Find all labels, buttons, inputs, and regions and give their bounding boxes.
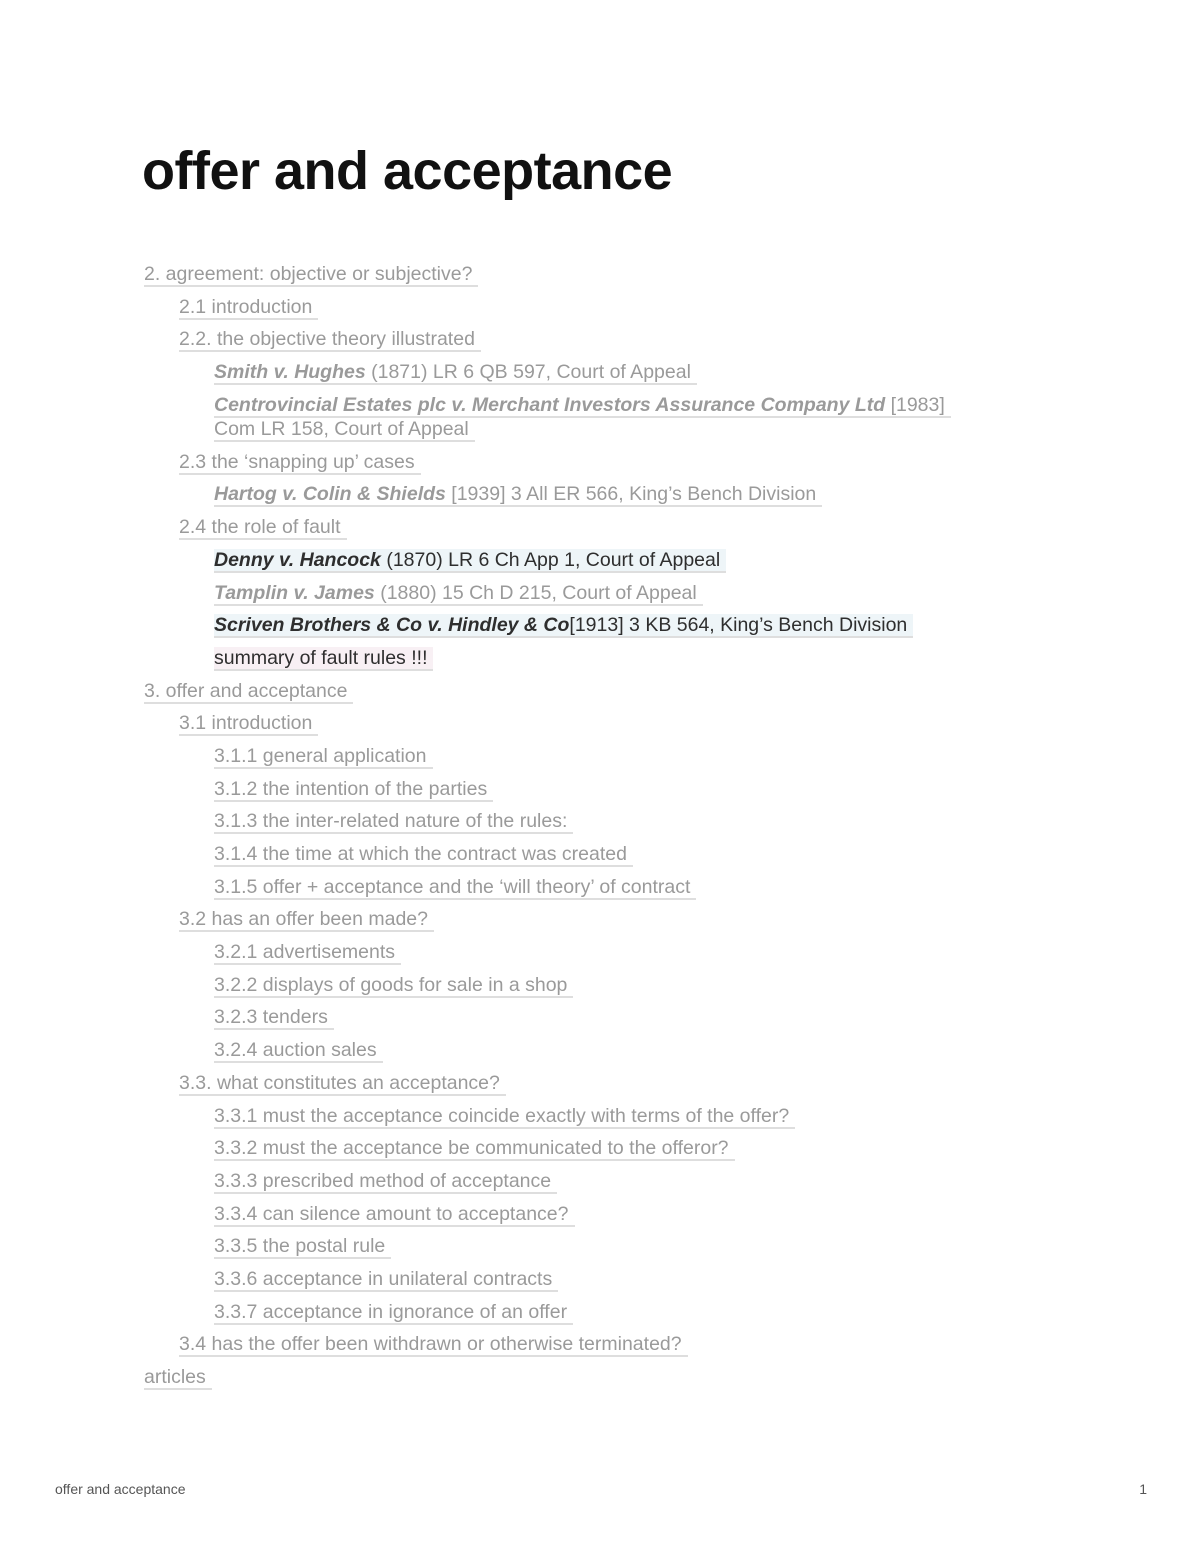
toc-entry: [144, 1136, 1044, 1169]
toc-link-centrovincial-estates[interactable]: [214, 393, 1030, 441]
case-citation-line-2: Com LR 158, Court of Appeal: [214, 418, 475, 442]
toc-link-section-3-3-5[interactable]: 3.3.5 the postal rule: [214, 1235, 391, 1259]
toc-entry: [144, 548, 1044, 581]
toc-link-section-3-1-1[interactable]: 3.1.1 general application: [214, 745, 433, 769]
toc-entry: [144, 327, 1044, 360]
toc-entry: [144, 1169, 1044, 1202]
toc-link-summary-fault-rules[interactable]: summary of fault rules !!!: [214, 647, 433, 671]
toc-link-section-3-3-3[interactable]: 3.3.3 prescribed method of acceptance: [214, 1170, 557, 1194]
toc-link-section-3-4[interactable]: 3.4 has the offer been withdrawn or otherwise terminated?: [179, 1333, 688, 1357]
toc-entry: [144, 581, 1044, 614]
toc-entry: [144, 360, 1044, 393]
toc-link-section-3-3-1[interactable]: 3.3.1 must the acceptance coincide exactly with terms of the offer?: [214, 1105, 795, 1129]
case-citation: (1870) LR 6 Ch App 1, Court of Appeal: [380, 548, 721, 571]
toc-link-section-3-3-2[interactable]: 3.3.2 must the acceptance be communicated to the offeror?: [214, 1137, 735, 1161]
case-name: Centrovincial Estates plc v. Merchant Investors Assurance Company Ltd: [214, 393, 886, 416]
toc-link-smith-v-hughes[interactable]: [214, 361, 697, 385]
toc-entry: [144, 777, 1044, 810]
footer-title: offer and acceptance: [55, 1481, 186, 1497]
toc-entry: [144, 1071, 1044, 1104]
toc-entry: [144, 679, 1044, 712]
case-name: Smith v. Hughes: [214, 361, 366, 384]
toc-entry: [144, 842, 1044, 875]
case-name: Hartog v. Colin & Shields: [214, 483, 446, 506]
toc-link-section-3-3-4[interactable]: 3.3.4 can silence amount to acceptance?: [214, 1203, 575, 1227]
case-name: Tamplin v. James: [214, 581, 375, 604]
toc-link-section-3-3-6[interactable]: 3.3.6 acceptance in unilateral contracts: [214, 1268, 558, 1292]
toc-link-section-3[interactable]: 3. offer and acceptance: [144, 680, 353, 704]
toc-link-section-3-2-1[interactable]: 3.2.1 advertisements: [214, 941, 401, 965]
toc-entry: [144, 1300, 1044, 1333]
case-citation: [1913] 3 KB 564, King’s Bench Division: [569, 614, 908, 637]
page-title: offer and acceptance: [142, 141, 673, 201]
toc-link-section-3-1-4[interactable]: 3.1.4 the time at which the contract was created: [214, 843, 633, 867]
toc-entry: [144, 809, 1044, 842]
case-name: Denny v. Hancock: [214, 548, 381, 571]
toc-link-section-3-2-4[interactable]: 3.2.4 auction sales: [214, 1039, 383, 1063]
toc-entry: [144, 1005, 1044, 1038]
toc-entry: [144, 482, 1044, 515]
toc-link-section-2-1[interactable]: 2.1 introduction: [179, 296, 318, 320]
toc-entry: [144, 711, 1044, 744]
toc-entry: [144, 1104, 1044, 1137]
toc-link-articles[interactable]: articles: [144, 1366, 212, 1390]
toc-link-denny-v-hancock[interactable]: [214, 549, 726, 573]
toc-entry: [144, 450, 1044, 483]
toc-entry: [144, 1267, 1044, 1300]
toc-entry: [144, 515, 1044, 548]
toc-link-section-2-2[interactable]: 2.2. the objective theory illustrated: [179, 328, 481, 352]
case-citation: (1880) 15 Ch D 215, Court of Appeal: [374, 581, 697, 604]
toc-entry: [144, 393, 1044, 450]
toc-link-section-3-1-3[interactable]: 3.1.3 the inter-related nature of the rules:: [214, 810, 573, 834]
toc-entry: [144, 1365, 1044, 1398]
toc-link-section-3-3[interactable]: 3.3. what constitutes an acceptance?: [179, 1072, 506, 1096]
toc-entry: [144, 1202, 1044, 1235]
toc-entry: [144, 1038, 1044, 1071]
table-of-contents: [144, 262, 1044, 1398]
toc-entry: [144, 646, 1044, 679]
toc-entry: [144, 973, 1044, 1006]
toc-link-section-2-4[interactable]: 2.4 the role of fault: [179, 516, 347, 540]
toc-entry: [144, 295, 1044, 328]
toc-entry: [144, 1332, 1044, 1365]
toc-link-section-3-2-2[interactable]: 3.2.2 displays of goods for sale in a shop: [214, 974, 573, 998]
toc-link-section-3-1-5[interactable]: 3.1.5 offer + acceptance and the ‘will theory’ of contract: [214, 876, 696, 900]
case-name: Scriven Brothers & Co v. Hindley & Co: [214, 614, 570, 637]
toc-entry: [144, 907, 1044, 940]
toc-entry: [144, 875, 1044, 908]
toc-entry: [144, 262, 1044, 295]
toc-link-hartog-v-colin[interactable]: [214, 483, 822, 507]
toc-link-scriven-brothers[interactable]: [214, 614, 913, 638]
toc-entry: [144, 940, 1044, 973]
toc-link-section-3-2[interactable]: 3.2 has an offer been made?: [179, 908, 434, 932]
toc-link-tamplin-v-james[interactable]: [214, 582, 703, 606]
case-citation: [1939] 3 All ER 566, King’s Bench Division: [445, 483, 817, 506]
toc-link-section-2-3[interactable]: 2.3 the ‘snapping up’ cases: [179, 451, 421, 475]
toc-link-section-3-3-7[interactable]: 3.3.7 acceptance in ignorance of an offer: [214, 1301, 573, 1325]
case-citation: [1983]: [885, 393, 945, 416]
toc-link-section-3-1-2[interactable]: 3.1.2 the intention of the parties: [214, 778, 493, 802]
toc-link-section-2[interactable]: 2. agreement: objective or subjective?: [144, 263, 478, 287]
toc-entry: [144, 613, 1044, 646]
case-citation: (1871) LR 6 QB 597, Court of Appeal: [365, 361, 691, 384]
toc-entry: [144, 744, 1044, 777]
toc-entry: [144, 1234, 1044, 1267]
citation-line-1: [214, 394, 951, 418]
toc-link-section-3-1[interactable]: 3.1 introduction: [179, 712, 318, 736]
page-number: 1: [1139, 1481, 1147, 1497]
toc-link-section-3-2-3[interactable]: 3.2.3 tenders: [214, 1006, 334, 1030]
